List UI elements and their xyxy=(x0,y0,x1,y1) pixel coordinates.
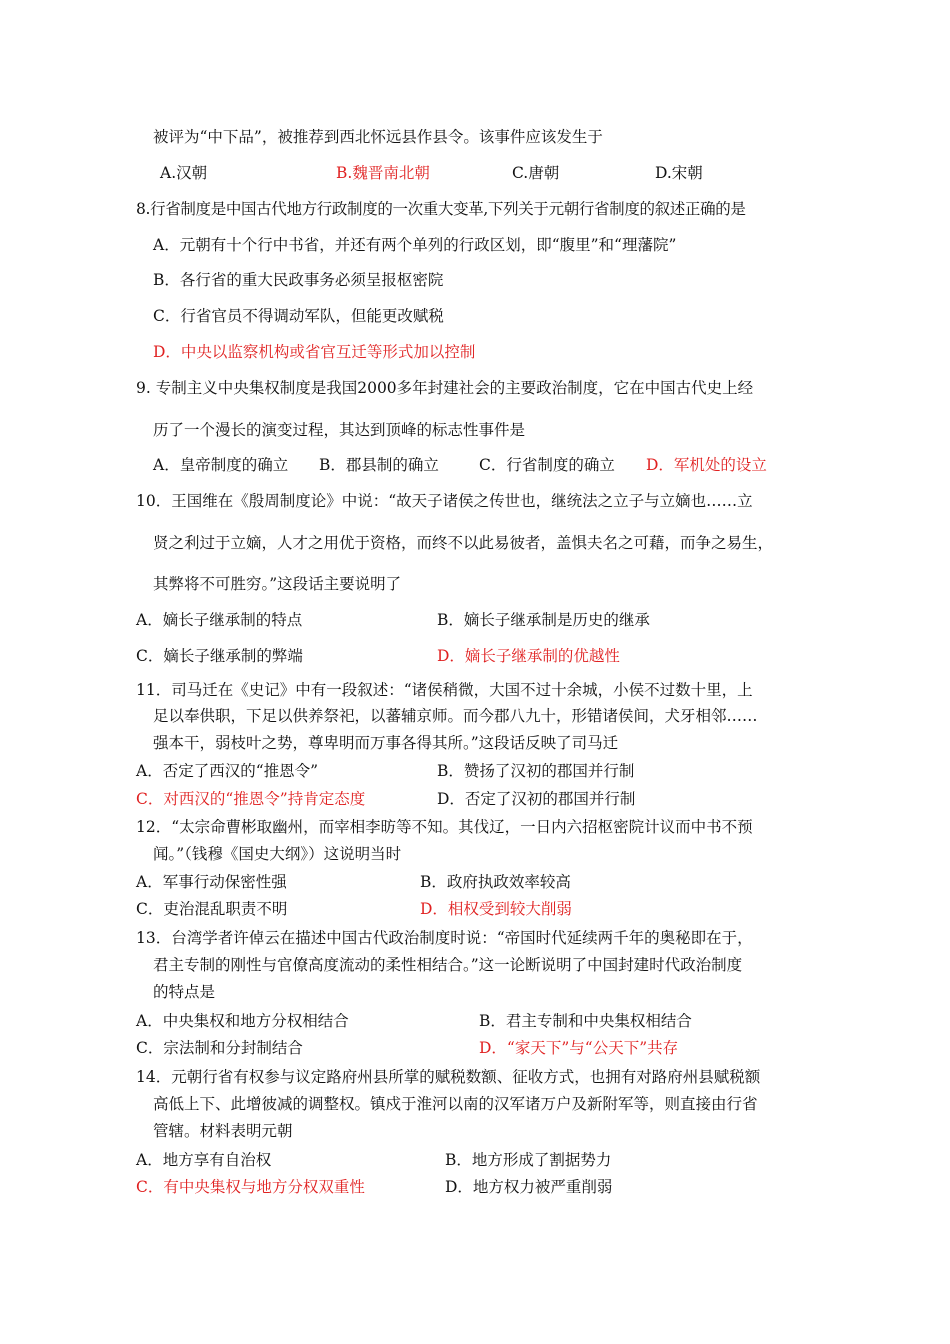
q14-option-b: B．地方形成了割据势力 xyxy=(445,1151,612,1169)
q13-stem-line-3: 的特点是 xyxy=(153,983,216,1001)
q10-option-b: B．嫡长子继承制是历史的继承 xyxy=(437,611,650,629)
q11-option-b: B．赞扬了汉初的郡国并行制 xyxy=(437,762,635,780)
q10-option-d: D．嫡长子继承制的优越性 xyxy=(437,647,620,665)
q9-stem-line-2: 历了一个漫长的演变过程，其达到顶峰的标志性事件是 xyxy=(153,421,526,439)
q7-option-a: A.汉朝 xyxy=(160,164,208,182)
q12-stem-line-1: 12．“太宗命曹彬取幽州，而宰相李昉等不知。其伐辽，一日内六招枢密院计议而中书不预 xyxy=(136,818,753,836)
q12-option-d: D．相权受到较大削弱 xyxy=(420,900,572,918)
q7-option-c: C.唐朝 xyxy=(512,164,560,182)
q9-stem-line-1: 9. 专制主义中央集权制度是我国2000多年封建社会的主要政治制度，它在中国古代史上经 xyxy=(136,379,754,397)
q7-option-d: D.宋朝 xyxy=(655,164,703,182)
q11-option-d: D．否定了汉初的郡国并行制 xyxy=(437,790,636,808)
q14-stem-line-1: 14．元朝行省有权参与议定路府州县所掌的赋税数额、征收方式，也拥有对路府州县赋税额 xyxy=(136,1068,761,1086)
q13-option-d: D．“家天下”与“公天下”共存 xyxy=(479,1039,679,1057)
q8-option-b: B．各行省的重大民政事务必须呈报枢密院 xyxy=(153,271,444,289)
q13-option-c: C．宗法制和分封制结合 xyxy=(136,1039,303,1057)
q7-stem-line: 被评为“中下品”，被推荐到西北怀远县作县令。该事件应该发生于 xyxy=(153,128,603,146)
q12-stem-line-2: 闻。”（钱穆《国史大纲》）这说明当时 xyxy=(153,845,402,863)
q14-stem-line-3: 管辖。材料表明元朝 xyxy=(153,1122,293,1140)
q7-option-b: B.魏晋南北朝 xyxy=(336,164,430,182)
q9-option-c: C．行省制度的确立 xyxy=(479,456,615,474)
q14-stem-line-2: 高低上下、此增彼减的调整权。镇戍于淮河以南的汉军诸万户及新附军等，则直接由行省 xyxy=(153,1095,758,1113)
q10-stem-line-1: 10．王国维在《殷周制度论》中说：“故天子诸侯之传世也，继统法之立子与立嫡也……立 xyxy=(136,492,753,510)
q9-option-a: A．皇帝制度的确立 xyxy=(153,456,289,474)
q12-option-a: A．军事行动保密性强 xyxy=(136,873,287,891)
q11-option-c: C．对西汉的“推恩令”持肯定态度 xyxy=(136,790,366,808)
q11-stem-line-3: 强本干，弱枝叶之势，尊卑明而万事各得其所。”这段话反映了司马迁 xyxy=(153,734,619,752)
q11-stem-line-2: 足以奉供职，下足以供养祭祀，以蕃辅京师。而今郡八九十，形错诸侯间，犬牙相邻…… xyxy=(153,707,758,725)
q14-option-d: D．地方权力被严重削弱 xyxy=(445,1178,613,1196)
q10-stem-line-3: 其弊将不可胜穷。”这段话主要说明了 xyxy=(153,575,402,593)
q13-option-a: A．中央集权和地方分权相结合 xyxy=(136,1012,349,1030)
q9-option-d: D．军机处的设立 xyxy=(646,456,767,474)
q11-stem-line-1: 11．司马迁在《史记》中有一段叙述：“诸侯稍微，大国不过十余城，小侯不过数十里，上 xyxy=(136,681,753,699)
q12-option-b: B．政府执政效率较高 xyxy=(420,873,571,891)
q13-option-b: B．君主专制和中央集权相结合 xyxy=(479,1012,692,1030)
q8-option-a: A．元朝有十个行中书省，并还有两个单列的行政区划，即“腹里”和“理藩院” xyxy=(153,236,677,254)
q8-stem: 8.行省制度是中国古代地方行政制度的一次重大变革,下列关于元朝行省制度的叙述正确的是 xyxy=(136,200,746,218)
q13-stem-line-2: 君主专制的刚性与官僚高度流动的柔性相结合。”这一论断说明了中国封建时代政治制度 xyxy=(153,956,743,974)
q9-option-b: B．郡县制的确立 xyxy=(319,456,439,474)
q10-option-a: A．嫡长子继承制的特点 xyxy=(136,611,303,629)
q8-option-d: D．中央以监察机构或省官互迁等形式加以控制 xyxy=(153,343,476,361)
q11-option-a: A．否定了西汉的“推恩令” xyxy=(136,762,319,780)
q8-option-c: C．行省官员不得调动军队，但能更改赋税 xyxy=(153,307,444,325)
q12-option-c: C．吏治混乱职责不明 xyxy=(136,900,288,918)
q10-stem-line-2: 贤之利过于立嫡，人才之用优于资格，而终不以此易彼者，盖惧夫名之可藉，而争之易生， xyxy=(153,534,774,552)
q14-option-c: C．有中央集权与地方分权双重性 xyxy=(136,1178,365,1196)
q10-option-c: C．嫡长子继承制的弊端 xyxy=(136,647,303,665)
q14-option-a: A．地方享有自治权 xyxy=(136,1151,272,1169)
q13-stem-line-1: 13．台湾学者许倬云在描述中国古代政治制度时说：“帝国时代延续两千年的奥秘即在于， xyxy=(136,929,753,947)
